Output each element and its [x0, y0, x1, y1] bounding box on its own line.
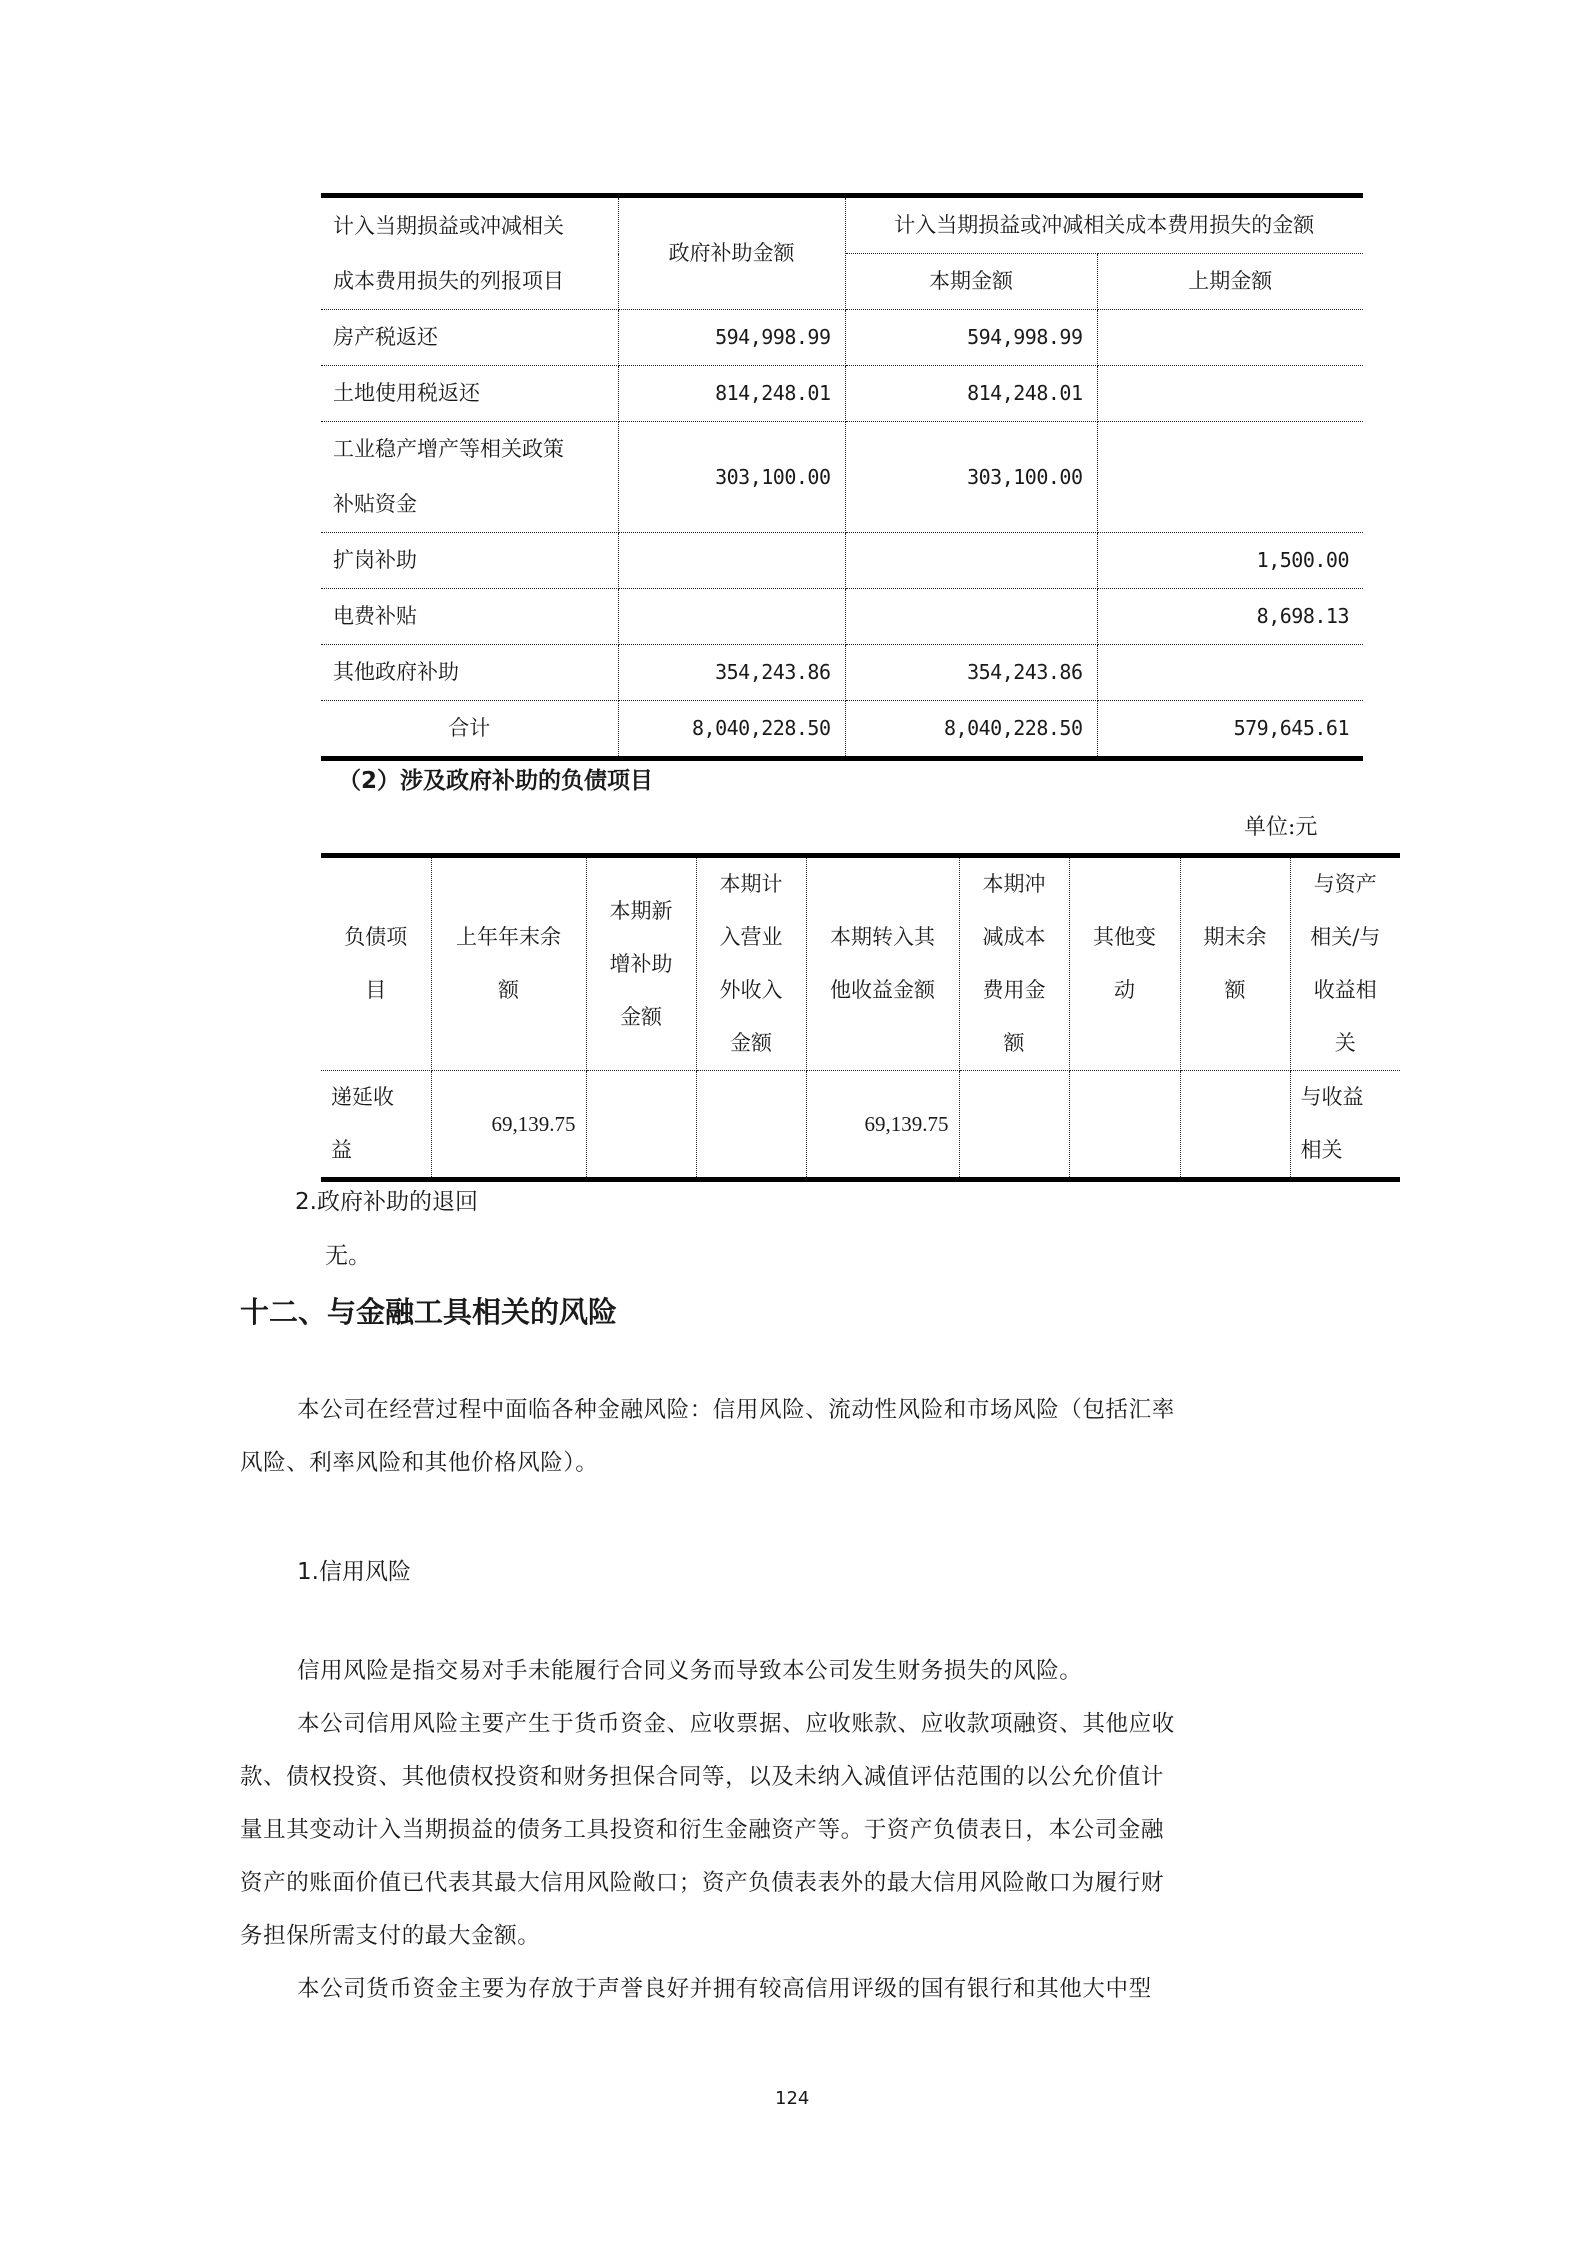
header-line: 期末余	[1203, 925, 1267, 949]
intro-line: 风险、利率风险和其他价格风险）。	[240, 1450, 599, 1476]
header-line: 本期计	[719, 872, 783, 896]
row-item-line: 益	[331, 1138, 352, 1162]
refund-title: 2.政府补助的退回	[295, 1189, 478, 1215]
row-item: 电费补贴	[321, 589, 618, 645]
row-item: 房产税返还	[321, 310, 618, 366]
header-item-line: 成本费用损失的列报项目	[333, 268, 564, 293]
intro-line: 本公司在经营过程中面临各种金融风险：信用风险、流动性风险和市场风险（包括汇率	[297, 1397, 1175, 1423]
table-row	[321, 645, 1363, 701]
refund-text: 无。	[325, 1243, 371, 1269]
section-title-liabilities: （2）涉及政府补助的负债项目	[338, 768, 654, 794]
header-current: 本期金额	[845, 254, 1097, 310]
row-prior	[1097, 310, 1363, 366]
row-grant: 594,998.99	[618, 310, 845, 366]
row-item-line: 工业稳产增产等相关政策	[333, 437, 564, 461]
total-row	[321, 701, 1363, 759]
header-line: 入营业	[719, 925, 783, 949]
credit-risk-body	[240, 1645, 1360, 2016]
header-cell	[806, 856, 959, 1071]
row-grant: 814,248.01	[618, 366, 845, 422]
header-group: 计入当期损益或冲减相关成本费用损失的金额	[845, 196, 1363, 254]
row-grant	[618, 533, 845, 589]
row-other-income: 69,139.75	[806, 1071, 959, 1180]
row-ending-balance	[1180, 1071, 1290, 1180]
body-line: 信用风险是指交易对手未能履行合同义务而导致本公司发生财务损失的风险。	[297, 1658, 1083, 1684]
header-row	[321, 856, 1400, 1071]
header-line: 收益相	[1313, 978, 1377, 1002]
row-other-change	[1069, 1071, 1180, 1180]
grant-liability-table	[321, 853, 1400, 1182]
header-line: 负债项	[344, 925, 408, 949]
header-line: 动	[1114, 978, 1135, 1002]
table-row	[321, 310, 1363, 366]
header-line: 相关/与	[1310, 925, 1381, 949]
credit-risk-title: 1.信用风险	[297, 1559, 411, 1585]
row-nature	[1290, 1071, 1400, 1180]
row-item	[321, 422, 618, 533]
header-cell	[1290, 856, 1400, 1071]
header-line: 减成本	[982, 925, 1046, 949]
table-row	[321, 1071, 1400, 1180]
header-grant-amount: 政府补助金额	[618, 196, 845, 310]
header-item	[321, 196, 618, 310]
row-item-line: 递延收	[331, 1085, 394, 1109]
header-line: 额	[1003, 1031, 1025, 1055]
header-line: 他收益金额	[830, 978, 935, 1002]
header-line: 额	[498, 978, 519, 1002]
header-line: 本期冲	[982, 872, 1046, 896]
table-row	[321, 533, 1363, 589]
chapter-title: 十二、与金融工具相关的风险	[240, 1295, 618, 1329]
header-line: 本期转入其	[830, 925, 935, 949]
row-prior	[1097, 366, 1363, 422]
row-grant	[618, 589, 845, 645]
row-current: 354,243.86	[845, 645, 1097, 701]
header-line: 与资产	[1313, 872, 1377, 896]
header-line: 上年年末余	[456, 925, 561, 949]
header-cell	[431, 856, 586, 1071]
row-prior: 8,698.13	[1097, 589, 1363, 645]
row-nature-line: 与收益	[1300, 1085, 1364, 1109]
row-grant: 303,100.00	[618, 422, 845, 533]
table-row	[321, 589, 1363, 645]
header-cell	[586, 856, 696, 1071]
total-label: 合计	[321, 701, 618, 759]
total-current: 8,040,228.50	[845, 701, 1097, 759]
header-cell	[1069, 856, 1180, 1071]
header-line: 金额	[620, 1004, 662, 1029]
row-current	[845, 589, 1097, 645]
header-cell	[321, 856, 431, 1071]
row-grant: 354,243.86	[618, 645, 845, 701]
header-line: 额	[1224, 978, 1246, 1002]
body-line: 本公司货币资金主要为存放于声誉良好并拥有较高信用评级的国有银行和其他大中型	[297, 1976, 1152, 2002]
header-line: 本期新	[609, 898, 673, 923]
header-cell	[959, 856, 1069, 1071]
body-line: 款、债权投资、其他债权投资和财务担保合同等，以及未纳入减值评估范围的以公允价值计	[240, 1764, 1165, 1790]
row-prior: 1,500.00	[1097, 533, 1363, 589]
body-line: 务担保所需支付的最大金额。	[240, 1923, 541, 1949]
row-nature-line: 相关	[1300, 1138, 1343, 1162]
row-item: 其他政府补助	[321, 645, 618, 701]
row-new-grant	[586, 1071, 696, 1180]
unit-label: 单位:元	[1244, 815, 1318, 840]
government-grant-table	[321, 193, 1363, 761]
row-non-operating	[696, 1071, 806, 1180]
header-item-line: 计入当期损益或冲减相关	[333, 213, 564, 238]
header-prior: 上期金额	[1097, 254, 1363, 310]
row-item-line: 补贴资金	[333, 492, 417, 516]
total-prior: 579,645.61	[1233, 716, 1349, 740]
header-line: 外收入	[719, 978, 783, 1002]
header-cell	[696, 856, 806, 1071]
row-prior-balance: 69,139.75	[431, 1071, 586, 1180]
body-line: 量且其变动计入当期损益的债务工具投资和衍生金融资产等。于资产负债表日，本公司金融	[240, 1817, 1165, 1843]
row-item: 扩岗补助	[321, 533, 618, 589]
header-line: 关	[1334, 1031, 1356, 1055]
body-line: 本公司信用风险主要产生于货币资金、应收票据、应收账款、应收款项融资、其他应收	[297, 1711, 1175, 1737]
header-line: 目	[365, 978, 387, 1002]
header-line: 金额	[730, 1031, 772, 1055]
page-number: 124	[775, 2088, 810, 2109]
header-line: 增补助	[609, 951, 673, 976]
chapter-intro	[240, 1384, 1360, 1490]
row-current: 303,100.00	[845, 422, 1097, 533]
row-item	[321, 1071, 431, 1180]
header-cell	[1180, 856, 1290, 1071]
row-prior	[1097, 645, 1363, 701]
header-line: 费用金	[982, 978, 1046, 1002]
row-current: 594,998.99	[845, 310, 1097, 366]
body-line: 资产的账面价值已代表其最大信用风险敞口；资产负债表表外的最大信用风险敞口为履行财	[240, 1870, 1165, 1896]
table-row	[321, 422, 1363, 533]
row-prior	[1097, 422, 1363, 533]
row-current: 814,248.01	[845, 366, 1097, 422]
total-grant: 8,040,228.50	[618, 701, 845, 759]
row-current	[845, 533, 1097, 589]
row-cost-offset	[959, 1071, 1069, 1180]
row-item: 土地使用税返还	[321, 366, 618, 422]
header-line: 其他变	[1093, 925, 1156, 949]
table-row	[321, 366, 1363, 422]
